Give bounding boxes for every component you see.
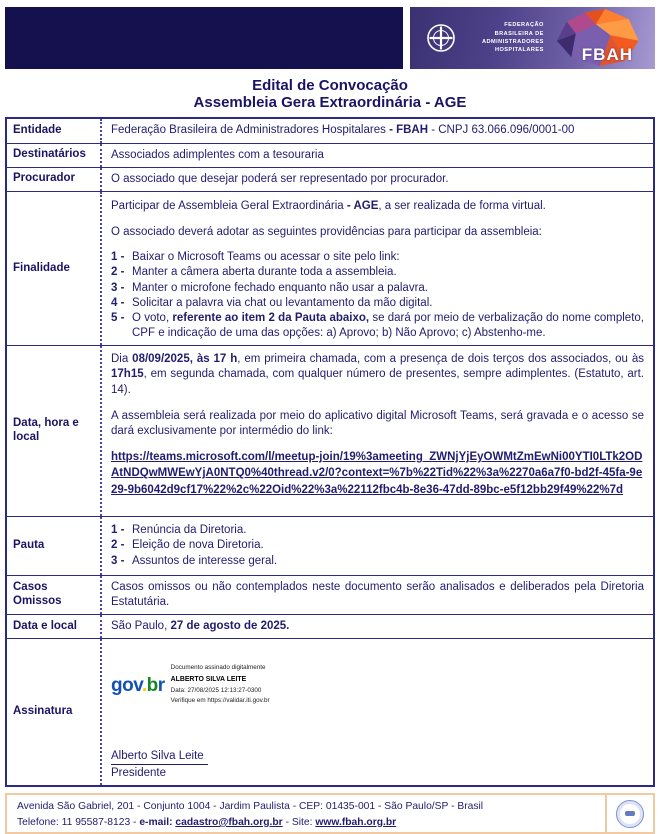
finalidade-item: 1 - Baixar o Microsoft Teams ou acessar o site pelo link: xyxy=(111,251,400,264)
stamp-date: Data: 27/08/2025 12:13:27-0300 xyxy=(170,686,262,694)
row-label: Data, hora e local xyxy=(7,346,102,516)
finalidade-value xyxy=(102,192,653,345)
data-hora-value xyxy=(102,346,653,516)
row-label: Destinatários xyxy=(7,144,102,167)
data-local-value: São Paulo, 27 de agosto de 2025. xyxy=(111,620,290,633)
fbah-emblem-icon xyxy=(426,23,456,53)
fbah-logo-banner xyxy=(410,7,655,69)
pauta-item: 2 - Eleição de nova Diretoria. xyxy=(111,539,264,552)
casos-value: Casos omissos ou não contemplados neste documento serão analisados e deliberados pela Diretoria Estatutária. xyxy=(111,580,644,608)
teams-meeting-link[interactable]: https://teams.microsoft.com/l/meetup-join/19%3ameeting_ZWNjYjEyOWMtZmEwNi00YTI0LTk2ODAtNDQwMWEwYjA0NTQ0%40thread.v2/0?context=%7b%22Tid%22%3a%2270a6a7f0-bd2f-45fa-9e29-9b6042d9cf17%22%2c%22Oid%22%3a%22112fbc4b-8e36-47dd-89bc-e5f12bb29f49%22%7d xyxy=(111,451,643,496)
title-line-2: Assembleia Gera Extraordinária - AGE xyxy=(193,94,467,112)
edital-table xyxy=(5,117,655,788)
row-label: Assinatura xyxy=(7,639,102,785)
pauta-value xyxy=(102,517,653,575)
row-casos-omissos xyxy=(7,575,653,614)
procurador-value: O associado que desejar poderá ser representado por procurador. xyxy=(111,172,449,185)
title-line-1: Edital de Convocação xyxy=(252,77,408,94)
pauta-item: 3 - Assuntos de interesse geral. xyxy=(111,554,278,567)
header xyxy=(5,7,655,69)
footer-contacts: Telefone: 11 95587-8123 - e-mail: cadastro@fbah.org.br - Site: www.fbah.org.br xyxy=(17,816,397,828)
signer-name: Alberto Silva Leite xyxy=(111,749,208,765)
row-data-e-local xyxy=(7,614,653,638)
document-title xyxy=(5,77,655,112)
fbah-seal-icon xyxy=(616,800,644,828)
entidade-value: Federação Brasileira de Administradores Hospitalares - FBAH - CNPJ 63.066.096/0001-00 xyxy=(111,123,575,136)
finalidade-item: 3 - Manter o microfone fechado enquanto não usar a palavra. xyxy=(111,281,428,294)
finalidade-item: 4 - Solicitar a palavra via chat ou levantamento da mão digital. xyxy=(111,296,433,309)
row-label: Entidade xyxy=(7,119,102,143)
stamp-line-1: Documento assinado digitalmente xyxy=(170,664,266,672)
data-hora-p1: Dia 08/09/2025, às 17 h, em primeira chamada, com a presença de dois terços dos associados, ou às 17h15, em segunda chamada, com qualquer número de presentes, sempre adimplentes. (Estatuto, art. 14). xyxy=(111,353,644,396)
stamp-signer-name: ALBERTO SILVA LEITE xyxy=(170,675,247,683)
signer-role: Presidente xyxy=(111,767,166,780)
finalidade-item: 2 - Manter a câmera aberta durante toda a assembleia. xyxy=(111,266,397,279)
row-data-hora-local xyxy=(7,345,653,516)
footer-address: Avenida São Gabriel, 201 - Conjunto 1004 - Jardim Paulista - CEP: 01435-001 - São Paulo/SP - Brasil xyxy=(17,801,484,813)
row-destinatarios xyxy=(7,143,653,167)
org-name: FEDERAÇÃO BRASILEIRA DE ADMINISTRADORES HOSPITALARES xyxy=(482,22,544,54)
site-link[interactable]: www.fbah.org.br xyxy=(315,816,397,828)
row-assinatura xyxy=(7,638,653,785)
email-link[interactable]: cadastro@fbah.org.br xyxy=(175,816,283,828)
data-hora-p2: A assembleia será realizada por meio do aplicativo digital Microsoft Teams, será gravada e o acesso se dará exclusivamente por intermédio do link: xyxy=(111,409,644,437)
row-label: Pauta xyxy=(7,517,102,575)
row-label: Casos Omissos xyxy=(7,576,102,614)
govbr-logo: gov.br xyxy=(111,674,165,696)
assinatura-value xyxy=(102,639,653,785)
footer-seal-area xyxy=(607,795,653,832)
pauta-item: 1 - Renúncia da Diretoria. xyxy=(111,524,247,537)
row-pauta xyxy=(7,516,653,575)
fbah-logo-text: FBAH xyxy=(581,45,633,64)
row-label: Finalidade xyxy=(7,192,102,345)
stamp-verify-url: Verifique em https://validar.iti.gov.br xyxy=(170,697,270,705)
footer-contact-block xyxy=(7,795,605,832)
finalidade-item: 5 - O voto, referente ao item 2 da Pauta abaixo, se dará por meio de verbalização do nome completo, CPF e indicação de uma das opções: a) Aprovo; b) Não Aprovo; c) Abstenho-me. xyxy=(111,311,644,340)
destinatarios-value: Associados adimplentes com a tesouraria xyxy=(111,148,324,161)
row-procurador xyxy=(7,167,653,191)
stamp-text xyxy=(171,663,270,707)
row-label: Procurador xyxy=(7,168,102,191)
finalidade-p2: O associado deverá adotar as seguintes providências para participar da assembleia: xyxy=(111,226,542,239)
row-label: Data e local xyxy=(7,615,102,638)
row-entidade xyxy=(7,119,653,143)
row-finalidade xyxy=(7,191,653,345)
header-navy-bar xyxy=(5,7,403,69)
signature-stamp xyxy=(111,663,644,707)
finalidade-p1: Participar de Assembleia Geral Extraordinária - AGE, a ser realizada de forma virtual. xyxy=(111,199,546,212)
